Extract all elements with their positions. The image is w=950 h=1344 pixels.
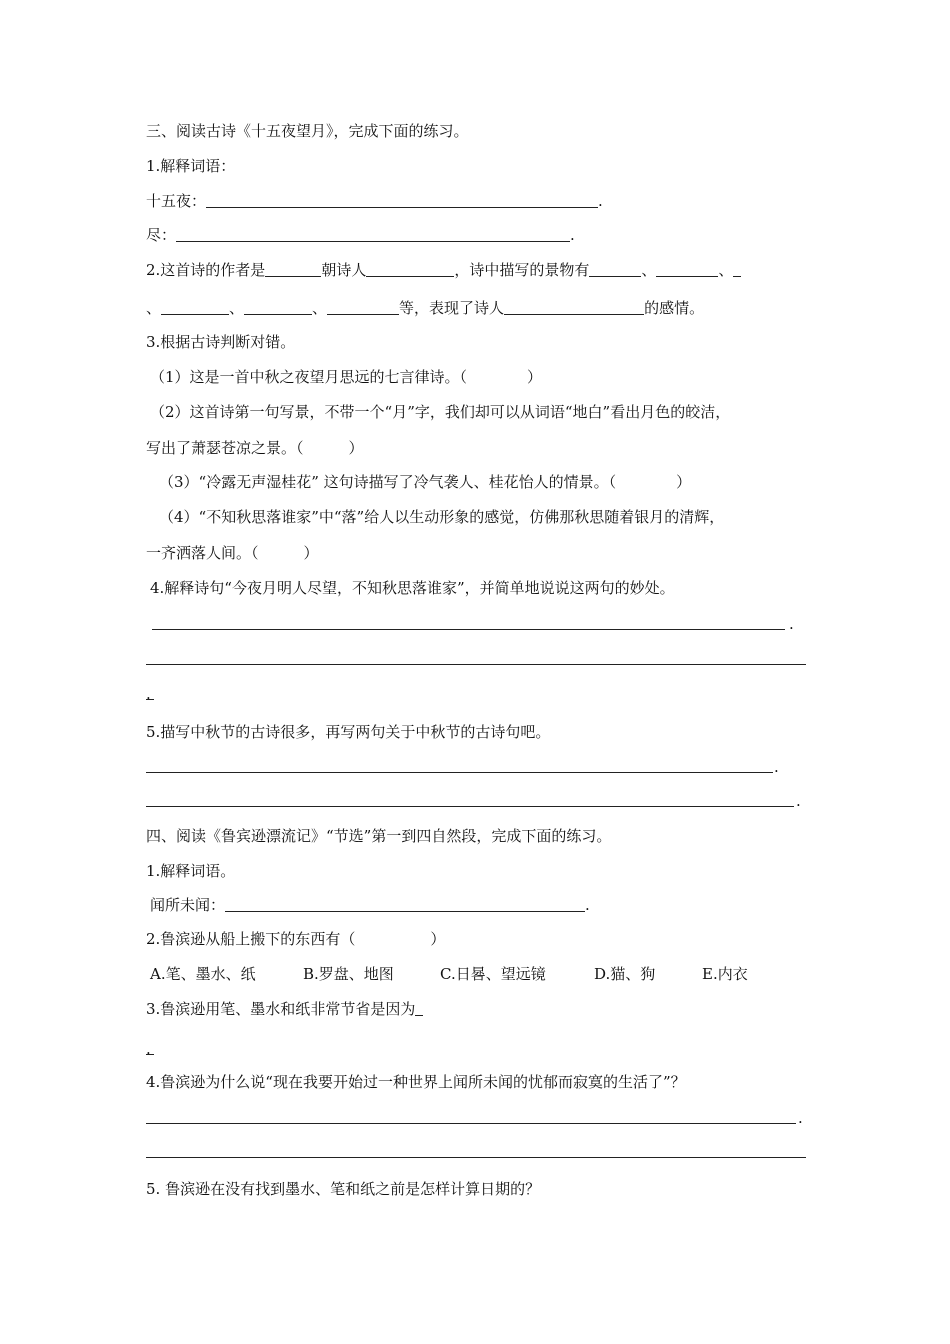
q2-text-e: 的感情。 xyxy=(644,299,705,317)
answer-line[interactable] xyxy=(152,629,785,630)
q2-text-a: 2.这首诗的作者是 xyxy=(146,261,266,279)
section4-heading: 四、阅读《鲁宾逊漂流记》“节选”第一到四自然段，完成下面的练习。 xyxy=(146,827,612,845)
term-label: 十五夜： xyxy=(146,192,207,210)
s3-q3-title: 3.根据古诗判断对错。 xyxy=(146,333,296,351)
s3-q1-term2 xyxy=(146,225,575,245)
s3-q3-item4-line1: （4）“不知秋思落谁家”中“落”给人以生动形象的感觉，仿佛那秋思随着银月的清辉， xyxy=(159,508,725,526)
end-mark: . xyxy=(796,792,801,810)
scenery-blank-4[interactable] xyxy=(161,300,229,315)
q2-sep: 、 xyxy=(718,261,734,279)
section3-heading: 三、阅读古诗《十五夜望月》，完成下面的练习。 xyxy=(146,122,469,140)
q2-text-c: ，诗中描写的景物有 xyxy=(454,261,590,279)
s4-q4-title: 4.鲁滨逊为什么说“现在我要开始过一种世界上闻所未闻的忧郁而寂寞的生活了”？ xyxy=(146,1073,686,1091)
q2-sep: 、 xyxy=(229,299,245,317)
s4-q2-options xyxy=(150,964,748,984)
s3-q1-term1 xyxy=(146,191,603,211)
s3-q5-title: 5.描写中秋节的古诗很多，再写两句关于中秋节的古诗句吧。 xyxy=(146,723,551,741)
s4-q3-title xyxy=(146,999,423,1019)
feeling-blank[interactable] xyxy=(504,300,644,315)
author-name-blank[interactable] xyxy=(366,262,454,277)
scenery-blank-5[interactable] xyxy=(244,300,312,315)
option-a[interactable]: A.笔、墨水、纸 xyxy=(150,965,256,983)
answer-blank[interactable] xyxy=(225,897,585,912)
q3-text: 3.鲁滨逊用笔、墨水和纸非常节省是因为 xyxy=(146,1000,416,1018)
end-mark: . xyxy=(146,1040,151,1058)
s3-q2-line2 xyxy=(146,298,704,318)
answer-blank[interactable] xyxy=(415,1001,423,1016)
option-d[interactable]: D.猫、狗 xyxy=(594,965,656,983)
s4-q1-title: 1.解释词语。 xyxy=(146,862,236,880)
option-e[interactable]: E.内衣 xyxy=(702,965,748,983)
s3-q3-item1: （1）这是一首中秋之夜望月思远的七言律诗。（ ） xyxy=(150,368,543,386)
scenery-blank-3[interactable] xyxy=(733,262,741,277)
answer-line[interactable] xyxy=(146,772,773,773)
scenery-blank-2[interactable] xyxy=(656,262,718,277)
s4-q1-term xyxy=(150,895,590,915)
s3-q4-title: 4.解释诗句“今夜月明人尽望，不知秋思落谁家”，并简单地说说这两句的妙处。 xyxy=(150,579,675,597)
answer-blank[interactable] xyxy=(176,227,570,242)
author-dynasty-blank[interactable] xyxy=(265,262,321,277)
scenery-blank-1[interactable] xyxy=(589,262,641,277)
q2-sep: 、 xyxy=(146,299,162,317)
q2-sep: 、 xyxy=(312,299,328,317)
s3-q2-line1 xyxy=(146,260,741,280)
end-mark: . xyxy=(585,896,590,914)
term-label: 尽： xyxy=(146,226,177,244)
option-c[interactable]: C.日晷、望远镜 xyxy=(440,965,546,983)
answer-blank[interactable] xyxy=(206,193,598,208)
end-mark: . xyxy=(774,758,779,776)
s4-q5-title: 5. 鲁滨逊在没有找到墨水、笔和纸之前是怎样计算日期的？ xyxy=(146,1180,541,1198)
q2-text-d: 等，表现了诗人 xyxy=(399,299,505,317)
s3-q1-title: 1.解释词语： xyxy=(146,157,236,175)
end-mark: . xyxy=(146,685,151,703)
q2-sep: 、 xyxy=(641,261,657,279)
s3-q3-item2-line1: （2）这首诗第一句写景，不带一个“月”字，我们却可以从词语“地白”看出月色的皎洁， xyxy=(150,403,731,421)
option-b[interactable]: B.罗盘、地图 xyxy=(303,965,394,983)
end-mark: . xyxy=(798,1109,803,1127)
answer-line[interactable] xyxy=(146,1157,806,1158)
q2-text-b: 朝诗人 xyxy=(321,261,367,279)
s3-q3-item2-line2: 写出了萧瑟苍凉之景。（ ） xyxy=(146,439,364,457)
end-mark: . xyxy=(570,226,575,244)
end-mark: . xyxy=(789,615,794,633)
s3-q3-item3: （3）“冷露无声湿桂花” 这句诗描写了冷气袭人、桂花怡人的情景。（ ） xyxy=(159,473,692,491)
scenery-blank-6[interactable] xyxy=(327,300,399,315)
answer-line[interactable] xyxy=(146,1123,796,1124)
term-label: 闻所未闻： xyxy=(150,896,226,914)
end-mark: . xyxy=(598,192,603,210)
s3-q3-item4-line2: 一齐洒落人间。（ ） xyxy=(146,544,319,562)
s4-q2-title: 2.鲁滨逊从船上搬下的东西有（ ） xyxy=(146,930,446,948)
answer-line[interactable] xyxy=(146,806,794,807)
answer-line[interactable] xyxy=(146,664,806,665)
